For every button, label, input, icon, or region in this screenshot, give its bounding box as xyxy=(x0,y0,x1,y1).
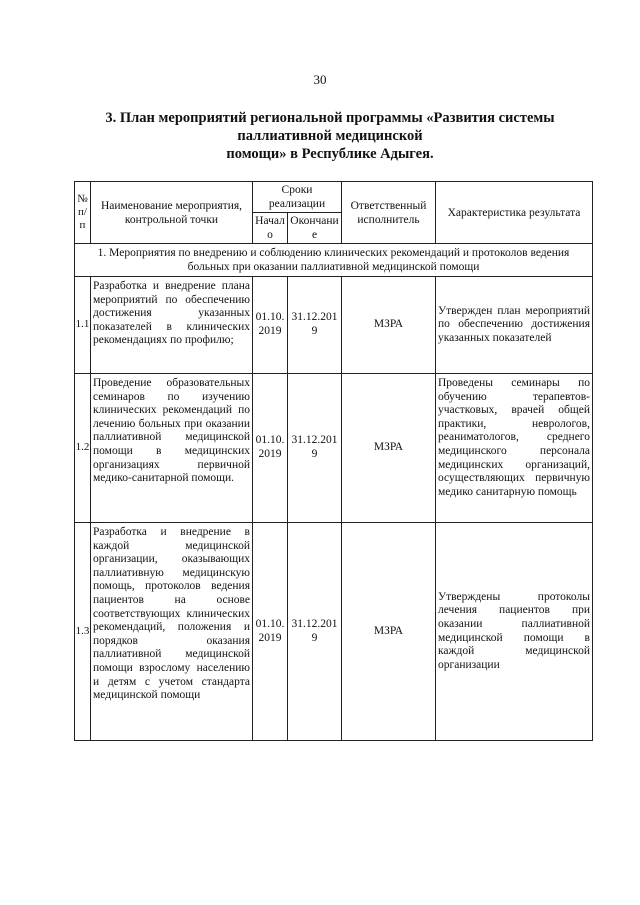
header-result: Характеристика результата xyxy=(436,182,593,244)
row-name: Разработка и внедрение плана мероприятий по обеспечению достижения указанных показателей в клинических рекомендациях по профилю; xyxy=(91,277,253,374)
row-responsible: МЗРА xyxy=(342,374,436,523)
row-start-date: 01.10. 2019 xyxy=(253,523,288,741)
row-result: Утверждены протоколы лечения пациентов при оказании паллиативной медицинской помощи в каждой медицинской организации xyxy=(436,523,593,741)
page-number: 30 xyxy=(313,72,327,87)
row-start-date: 01.10. 2019 xyxy=(253,374,288,523)
row-responsible: МЗРА xyxy=(342,277,436,374)
header-end: Окончани е xyxy=(288,213,342,244)
header-start: Начал о xyxy=(253,213,288,244)
table-header-row xyxy=(75,182,593,213)
row-name: Проведение образовательных семинаров по изучению клинических рекомендаций по лечению больных при оказании паллиативной медицинской помощи в медицинских организациях первичной медико-санитарной помощи. xyxy=(91,374,253,523)
header-name: Наименование мероприятия, контрольной точки xyxy=(91,182,253,244)
row-result: Утвержден план мероприятий по обеспечению достижения указанных показателей xyxy=(436,277,593,374)
heading-line-1: 3. План мероприятий региональной программы «Развития системы xyxy=(105,110,555,126)
header-num: № п/ п xyxy=(75,182,91,244)
row-number: 1.1 xyxy=(75,277,91,374)
heading-line-2: паллиативной медицинской xyxy=(237,128,423,144)
row-result: Проведены семинары по обучению терапевтов-участковых, врачей общей практики, неврологов, реаниматологов, среднего медицинского персонала медицинских организаций, осуществляющих первичную медико санитарную помощь xyxy=(436,374,593,523)
row-start-date: 01.10. 2019 xyxy=(253,277,288,374)
table-row xyxy=(75,277,593,374)
row-responsible: МЗРА xyxy=(342,523,436,741)
action-plan-table xyxy=(74,181,593,741)
table-row xyxy=(75,374,593,523)
header-responsible: Ответственный исполнитель xyxy=(342,182,436,244)
header-terms: Сроки реализации xyxy=(253,182,342,213)
row-end-date: 31.12.201 9 xyxy=(288,374,342,523)
section-title: 1. Мероприятия по внедрению и соблюдению клинических рекомендаций и протоколов ведения больных при оказании паллиативной медицинской помощи xyxy=(75,244,593,277)
row-end-date: 31.12.201 9 xyxy=(288,277,342,374)
section-row xyxy=(75,244,593,277)
row-number: 1.3 xyxy=(75,523,91,741)
row-end-date: 31.12.201 9 xyxy=(288,523,342,741)
row-number: 1.2 xyxy=(75,374,91,523)
section-heading xyxy=(95,109,565,163)
heading-line-3: помощи» в Республике Адыгея. xyxy=(226,146,434,162)
row-name: Разработка и внедрение в каждой медицинской организации, оказывающих паллиативную медицинскую помощь, протоколов ведения пациентов на основе соответствующих клинических рекомендаций, положения и порядков оказания паллиативной медицинской помощи взрослому населению и детям с учетом стандарта медицинской помощи xyxy=(91,523,253,741)
table-row xyxy=(75,523,593,741)
